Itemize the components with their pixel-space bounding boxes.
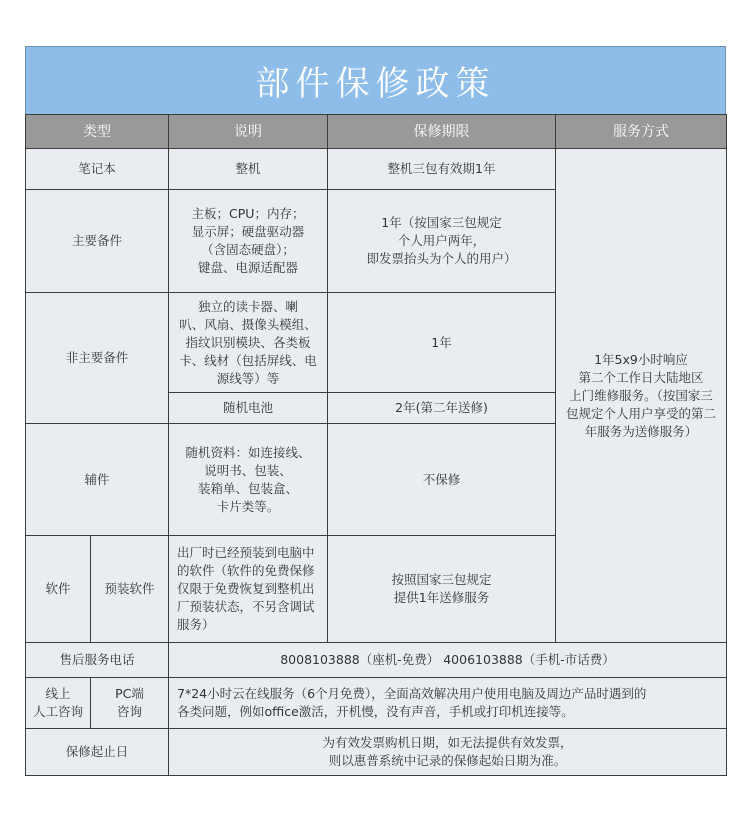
online-label: 线上 人工咨询	[26, 678, 91, 729]
type-cell: 笔记本	[26, 149, 169, 190]
online-value: 7*24小时云在线服务（6个月免费），全面高效解决用户使用电脑及周边产品时遇到的 各类问题，例如office激活，开机慢，没有声音，手机或打印机连接等。	[169, 678, 727, 729]
table-header	[26, 115, 727, 149]
subtype-cell: 预装软件	[91, 536, 169, 643]
table-row	[26, 678, 727, 729]
page-title: 部件保修政策	[25, 46, 726, 114]
type-cell: 软件	[26, 536, 91, 643]
desc-cell: 独立的读卡器、喇 叭、风扇、摄像头模组、 指纹识别模块、各类板 卡、线材（包括屏线、电 源线等）等	[169, 293, 328, 393]
type-cell: 辅件	[26, 424, 169, 536]
online-sublabel: PC端 咨询	[91, 678, 169, 729]
period-cell: 1年	[328, 293, 556, 393]
policy-table	[25, 114, 727, 776]
desc-cell: 随机资料：如连接线、 说明书、包装、 装箱单、包装盒、 卡片类等。	[169, 424, 328, 536]
table-row	[26, 729, 727, 776]
hotline-value: 8008103888（座机-免费） 4006103888（手机-市话费）	[169, 643, 727, 678]
warranty-start-value: 为有效发票购机日期，如无法提供有效发票， 则以惠普系统中记录的保修起始日期为准。	[169, 729, 727, 776]
table-row	[26, 149, 727, 190]
header-period: 保修期限	[328, 115, 556, 149]
header-type: 类型	[26, 115, 169, 149]
type-cell: 主要备件	[26, 190, 169, 293]
desc-cell: 整机	[169, 149, 328, 190]
warranty-start-label: 保修起止日	[26, 729, 169, 776]
header-desc: 说明	[169, 115, 328, 149]
warranty-policy	[25, 46, 726, 776]
desc-cell: 随机电池	[169, 393, 328, 424]
type-cell: 非主要备件	[26, 293, 169, 424]
header-service: 服务方式	[556, 115, 727, 149]
period-cell: 整机三包有效期1年	[328, 149, 556, 190]
period-cell: 按照国家三包规定 提供1年送修服务	[328, 536, 556, 643]
period-cell: 不保修	[328, 424, 556, 536]
desc-cell: 主板；CPU；内存； 显示屏；硬盘驱动器 （含固态硬盘）； 键盘、电源适配器	[169, 190, 328, 293]
service-method-cell: 1年5x9小时响应 第二个工作日大陆地区 上门维修服务。（按国家三 包规定个人用户享受的第二 年服务为送修服务）	[556, 149, 727, 643]
hotline-label: 售后服务电话	[26, 643, 169, 678]
desc-cell: 出厂时已经预装到电脑中 的软件（软件的免费保修 仅限于免费恢复到整机出 厂预装状态，不另含调试 服务）	[169, 536, 328, 643]
table-row	[26, 643, 727, 678]
period-cell: 1年（按国家三包规定 个人用户两年， 即发票抬头为个人的用户）	[328, 190, 556, 293]
period-cell: 2年(第二年送修)	[328, 393, 556, 424]
